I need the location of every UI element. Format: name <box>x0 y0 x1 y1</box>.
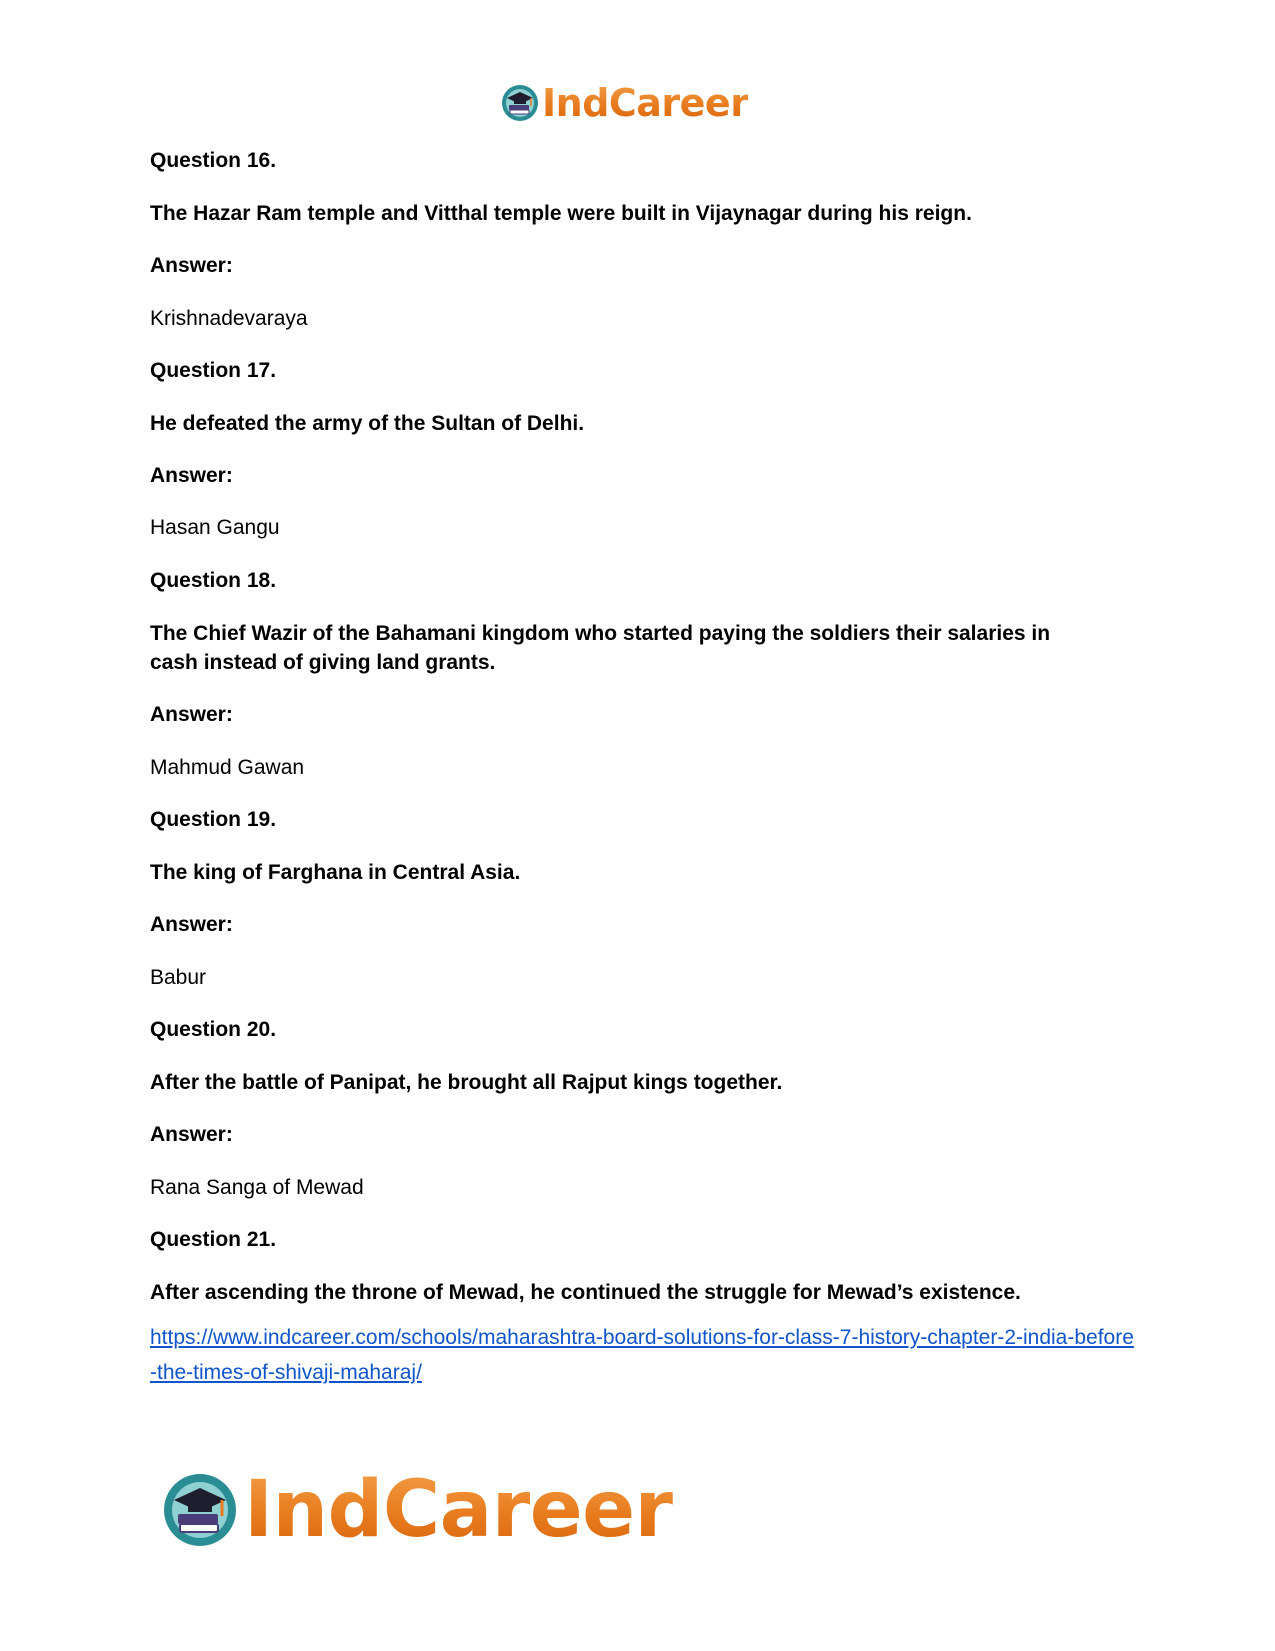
question-19-text <box>150 858 1130 887</box>
question-text: After ascending the throne of Mewad, he continued the struggle for Mewad’s existence. <box>150 1281 1021 1304</box>
question-19 <box>150 805 1130 834</box>
question-title: Question 19. <box>150 808 277 831</box>
graduation-cap-book-icon <box>160 1470 240 1550</box>
footer-logo <box>160 1465 673 1555</box>
brand-name: IndCareer <box>244 1465 673 1555</box>
question-text: The king of Farghana in Central Asia. <box>150 861 521 884</box>
question-title: Question 20. <box>150 1018 277 1041</box>
question-21-text <box>150 1278 1130 1307</box>
answer-text: Hasan Gangu <box>150 516 280 539</box>
question-18-text <box>150 619 1075 677</box>
answer-text: Krishnadevaraya <box>150 307 308 330</box>
question-text: He defeated the army of the Sultan of Delhi. <box>150 412 585 435</box>
answer-16 <box>150 304 1130 333</box>
answer-18-label <box>150 700 1130 729</box>
question-text: After the battle of Panipat, he brought all Rajput kings together. <box>150 1071 783 1094</box>
question-16 <box>150 146 1130 175</box>
question-text: The Hazar Ram temple and Vitthal temple were built in Vijaynagar during his reign. <box>150 202 972 225</box>
source-link[interactable]: https://www.indcareer.com/schools/maharashtra-board-solutions-for-class-7-history-chapter-2-india-before-the-times-of-shivaji-maharaj/ <box>150 1326 1134 1384</box>
answer-20-label <box>150 1120 1130 1149</box>
question-20-text <box>150 1068 1130 1097</box>
brand-name: IndCareer <box>542 81 749 125</box>
answer-16-label <box>150 251 1130 280</box>
answer-19-label <box>150 910 1130 939</box>
question-text: The Chief Wazir of the Bahamani kingdom who started paying the soldiers their salaries in cash instead of giving land grants. <box>150 622 1051 674</box>
answer-19 <box>150 963 1130 992</box>
question-title: Question 21. <box>150 1228 277 1251</box>
answer-text: Babur <box>150 966 207 989</box>
answer-label: Answer: <box>150 703 233 726</box>
graduation-cap-book-icon <box>500 83 540 123</box>
question-title: Question 16. <box>150 149 277 172</box>
answer-label: Answer: <box>150 913 233 936</box>
answer-17 <box>150 513 1130 542</box>
question-17-text <box>150 409 1130 438</box>
answer-18 <box>150 753 1130 782</box>
answer-label: Answer: <box>150 254 233 277</box>
question-title: Question 17. <box>150 359 277 382</box>
answer-text: Rana Sanga of Mewad <box>150 1176 364 1199</box>
answer-20 <box>150 1173 1130 1202</box>
header-logo <box>500 80 748 126</box>
question-17 <box>150 356 1130 385</box>
answer-label: Answer: <box>150 1123 233 1146</box>
question-title: Question 18. <box>150 569 277 592</box>
answer-text: Mahmud Gawan <box>150 756 305 779</box>
question-18 <box>150 566 1130 595</box>
answer-label: Answer: <box>150 464 233 487</box>
question-21 <box>150 1225 1130 1254</box>
answer-17-label <box>150 461 1130 490</box>
question-16-text <box>150 199 1130 228</box>
question-20 <box>150 1015 1130 1044</box>
